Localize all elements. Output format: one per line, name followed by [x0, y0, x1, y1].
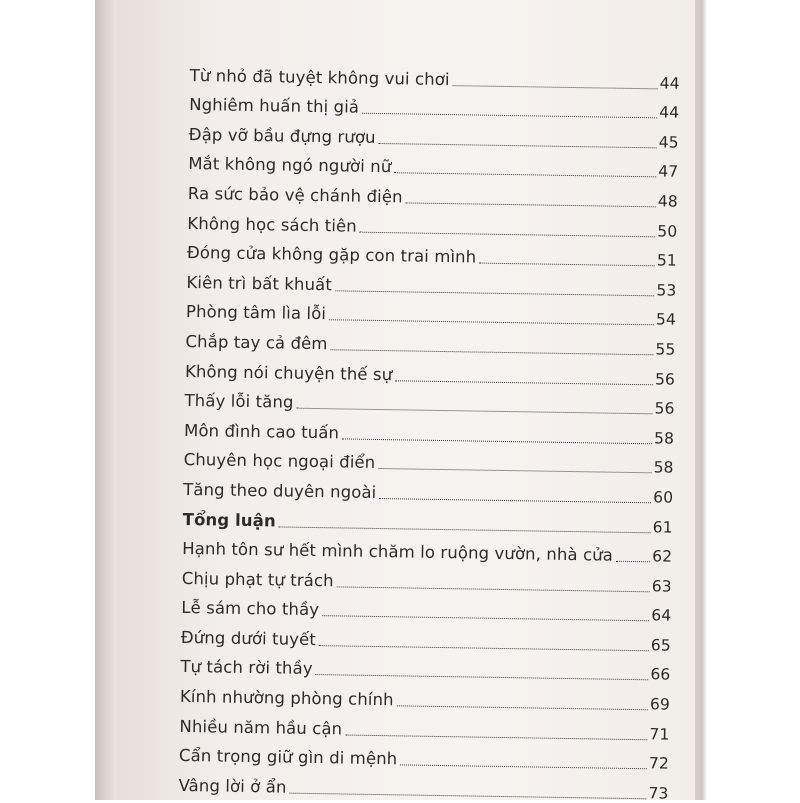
page-edge — [695, 0, 707, 800]
toc-entry-title: Lễ sám cho thầy — [181, 598, 320, 620]
toc-entry-title: Chuyên học ngoại điển — [183, 450, 376, 473]
toc-entry-title: Cẩn trọng giữ gìn di mệnh — [178, 746, 398, 769]
toc-entry-title: Đập vỡ bầu đựng rượu — [188, 124, 376, 147]
toc-entry-page: 60 — [653, 488, 674, 507]
toc-entry-title: Phòng tâm lìa lỗi — [185, 302, 327, 324]
toc-entry-page: 58 — [653, 429, 675, 448]
toc-entry-page: 56 — [654, 399, 675, 418]
dot-leader — [395, 380, 653, 385]
toc-entry-title: Chịu phạt tự trách — [181, 568, 334, 591]
dot-leader — [479, 263, 655, 267]
toc-entry-page: 72 — [648, 754, 670, 773]
dot-leader — [379, 143, 657, 148]
toc-entry-page: 58 — [653, 458, 674, 477]
toc-entry-title: Chắp tay cả đêm — [185, 331, 328, 354]
toc-entry-page: 73 — [648, 784, 669, 803]
toc-entry-page: 66 — [650, 665, 671, 685]
dot-leader — [397, 705, 648, 710]
toc-entry-page: 54 — [655, 310, 677, 330]
toc-entry-title: Nghiêm huấn thị giả — [189, 95, 360, 117]
table-of-contents — [178, 56, 680, 803]
toc-entry-title: Không học sách tiên — [187, 213, 357, 236]
toc-entry-page: 63 — [651, 577, 672, 596]
toc-entry-page: 44 — [659, 103, 680, 122]
toc-entry-title: Môn đình cao tuấn — [183, 420, 340, 443]
toc-entry-page: 48 — [657, 192, 678, 211]
toc-entry-page: 69 — [649, 695, 671, 714]
toc-entry-title: Tổng luận — [182, 509, 276, 530]
toc-entry-page: 51 — [656, 251, 677, 270]
toc-entry-title: Đứng dưới tuyết — [180, 627, 317, 649]
dot-leader — [405, 202, 655, 207]
toc-entry-title: Vâng lời ở ẩn — [178, 775, 287, 797]
toc-entry-page: 47 — [658, 162, 679, 182]
toc-entry-title: Tăng theo duyên ngoài — [183, 479, 377, 502]
toc-entry-title: Hạnh tôn sư hết mình chăm lo ruộng vườn, nhà cửa — [182, 539, 614, 565]
dot-leader — [400, 765, 647, 770]
toc-entry-page: 50 — [657, 221, 678, 241]
toc-entry-page: 62 — [652, 547, 673, 566]
toc-entry-title: Ra sức bảo vệ chánh điện — [187, 183, 403, 207]
dot-leader — [453, 85, 658, 89]
dot-leader — [378, 468, 651, 473]
toc-entry-title: Mắt không ngó người nữ — [188, 154, 392, 177]
toc-entry-page: 71 — [649, 724, 670, 744]
book-spine-gutter — [95, 0, 117, 800]
dot-leader — [394, 173, 656, 178]
toc-entry-title: Không nói chuyện thế sự — [184, 361, 393, 384]
dot-leader — [616, 561, 650, 563]
toc-entry-title: Từ nhỏ đã tuyệt không vui chơi — [189, 65, 450, 89]
toc-entry-title: Thấy lỗi tăng — [184, 391, 294, 412]
toc-entry-title: Đóng cửa không gặp con trai mình — [186, 243, 477, 267]
dot-leader — [289, 792, 646, 799]
toc-entry-title: Tự tách rời thầy — [180, 657, 313, 679]
toc-entry-page: 55 — [655, 340, 676, 359]
toc-entry-page: 44 — [659, 73, 680, 93]
toc-entry-title: Kiên trì bất khuất — [186, 272, 333, 295]
toc-entry-page: 61 — [652, 517, 673, 537]
toc-entry-page: 65 — [650, 636, 671, 655]
toc-entry-title: Nhiều năm hầu cận — [179, 716, 343, 739]
toc-entry-page: 53 — [656, 281, 677, 300]
toc-entry-page: 64 — [651, 606, 672, 625]
dot-leader — [379, 498, 651, 503]
toc-entry-page: 56 — [654, 369, 676, 389]
toc-entry-page: 45 — [658, 133, 679, 152]
toc-entry-title: Kính nhường phòng chính — [179, 686, 394, 710]
